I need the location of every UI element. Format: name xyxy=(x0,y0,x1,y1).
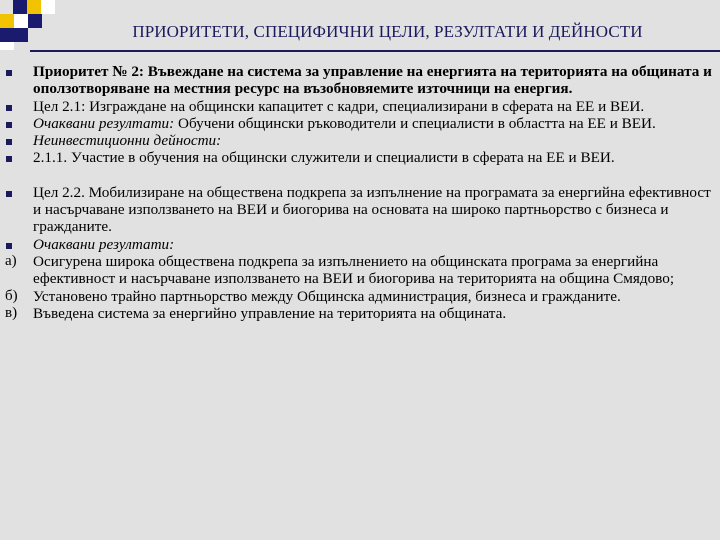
bullet-icon xyxy=(5,149,33,162)
expected-results-label: Очаквани резултати: xyxy=(33,235,175,253)
list-item-expected-results-1 xyxy=(5,115,715,132)
decorative-squares-logo xyxy=(0,0,56,52)
goal-2-1-text: Цел 2.1: Изграждане на общински капацитет с кадри, специализирани в сферата на ЕЕ и ВЕИ. xyxy=(33,97,645,115)
list-marker: а) xyxy=(5,252,17,269)
bullet-icon xyxy=(5,63,33,76)
bullet-icon xyxy=(5,115,33,128)
list-marker: в) xyxy=(5,304,18,321)
list-item-goal-2-2 xyxy=(5,184,715,236)
list-item-non-investment xyxy=(5,132,715,149)
result-b-text: Установено трайно партньорство между Общинска администрация, бизнеса и гражданите. xyxy=(33,287,621,305)
bullet-icon xyxy=(5,184,33,197)
non-investment-label: Неинвестиционни дейности: xyxy=(33,132,222,150)
title-underline xyxy=(30,50,720,52)
list-item-result-c xyxy=(5,305,715,322)
list-item-result-b xyxy=(5,288,715,305)
list-item-activity-2-1-1 xyxy=(5,149,715,166)
expected-results-text: Обучени общински ръководители и специалисти в областта на ЕЕ и ВЕИ. xyxy=(174,114,656,132)
bullet-icon xyxy=(5,98,33,111)
priority-text: Приоритет № 2: Въвеждане на система за управление на енергията на територията на общината и оползотворяване на местния ресурс на възобновяемите източници на енергия. xyxy=(33,63,712,98)
activity-2-1-1-text: 2.1.1. Участие в обучения на общински служители и специалисти в сферата на ЕЕ и ВЕИ. xyxy=(33,149,615,167)
list-item-goal-2-1 xyxy=(5,98,715,115)
slide-content xyxy=(5,63,715,322)
bullet-icon xyxy=(5,132,33,145)
goal-2-2-text: Цел 2.2. Мобилизиране на обществена подкрепа за изпълнение на програмата за енергийна ефективност и насърчаване използването на ВЕИ и биогорива на основата на широко партньорство с бизнеса и гражданите. xyxy=(33,183,711,236)
list-item-result-a xyxy=(5,253,715,288)
result-a-text: Осигурена широка обществена подкрепа за изпълнението на общинската програма за енергийна ефективност и насърчаване използването на ВЕИ и биогорива на територията на община Смядово; xyxy=(33,252,675,288)
list-item-expected-results-2 xyxy=(5,236,715,253)
bullet-icon xyxy=(5,236,33,249)
page-title: ПРИОРИТЕТИ, СПЕЦИФИЧНИ ЦЕЛИ, РЕЗУЛТАТИ И ДЕЙНОСТИ xyxy=(132,22,643,41)
result-c-text: Въведена система за енергийно управление на територията на общината. xyxy=(33,304,507,322)
list-item-priority xyxy=(5,63,715,98)
expected-results-label: Очаквани резултати: xyxy=(33,114,175,132)
list-marker: б) xyxy=(5,287,18,304)
